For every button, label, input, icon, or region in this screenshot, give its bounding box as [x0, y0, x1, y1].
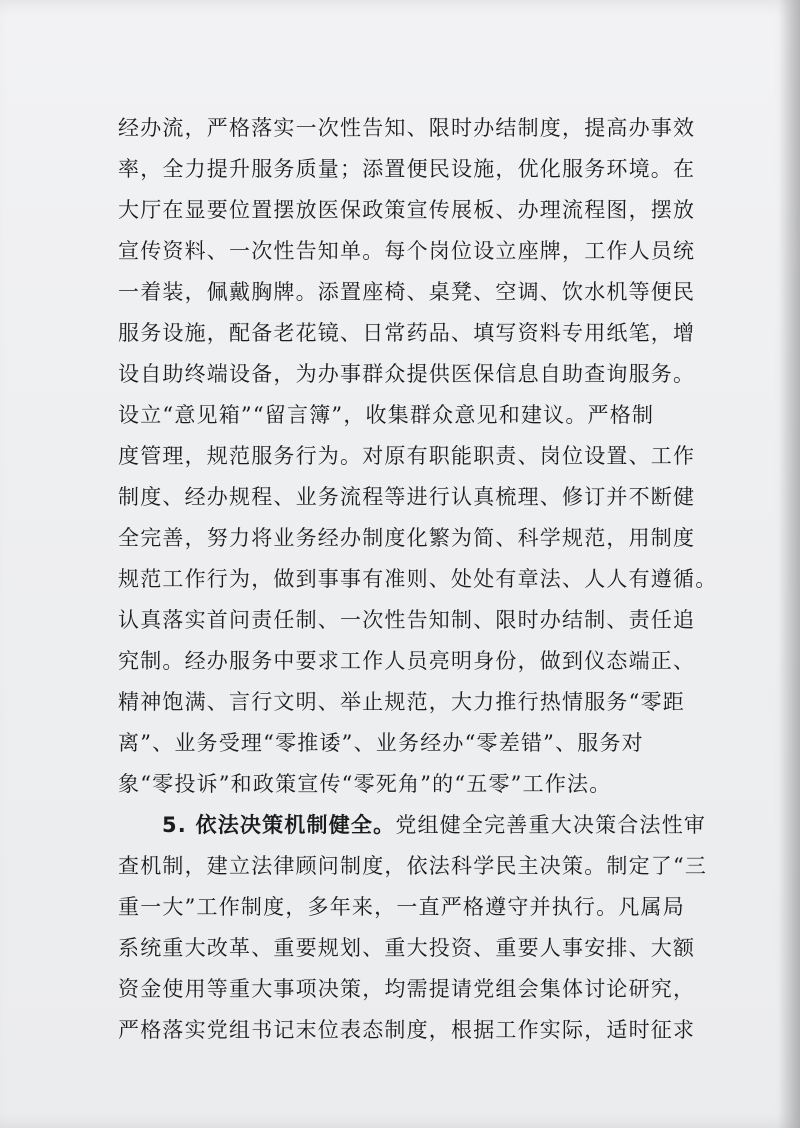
text-line: 精神饱满、言行文明、举止规范，大力推行热情服务“零距 [118, 690, 685, 714]
text-line: 一着装，佩戴胸牌。添置座椅、桌凳、空调、饮水机等便民 [118, 280, 696, 304]
text-line: 资金使用等重大事项决策，均需提请党组会集体讨论研究， [118, 977, 696, 1001]
section-5-first-line-text: 党组健全完善重大决策合法性审 [395, 813, 707, 837]
text-line: 经办流，严格落实一次性告知、限时办结制度，提高办事效 [118, 116, 696, 140]
text-line: 制度、经办规程、业务流程等进行认真梳理、修订并不断健 [118, 485, 696, 509]
text-line: 重一大”工作制度，多年来，一直严格遵守并执行。凡属局 [118, 895, 685, 919]
text-line: 认真落实首问责任制、一次性告知制、限时办结制、责任追 [118, 608, 696, 632]
body-text [118, 108, 718, 1051]
text-line: 究制。经办服务中要求工作人员亮明身份，做到仪态端正、 [118, 649, 696, 673]
text-line: 象“零投诉”和政策宣传“零死角”的“五零”工作法。 [118, 772, 612, 796]
text-line: 查机制，建立法律顾问制度，依法科学民主决策。制定了“三 [118, 854, 708, 878]
section-5-first-line [118, 805, 707, 846]
text-line: 离”、业务受理“零推诿”、业务经办“零差错”、服务对 [118, 731, 644, 755]
text-line: 服务设施，配备老花镜、日常药品、填写资料专用纸笔，增 [118, 321, 696, 345]
text-line: 全完善，努力将业务经办制度化繁为简、科学规范，用制度 [118, 526, 696, 550]
text-line: 率，全力提升服务质量；添置便民设施，优化服务环境。在 [118, 157, 696, 181]
text-line: 规范工作行为，做到事事有准则、处处有章法、人人有遵循。 [118, 567, 718, 591]
text-line: 严格落实党组书记末位表态制度，根据工作实际，适时征求 [118, 1018, 696, 1042]
text-line: 设自助终端设备，为办事群众提供医保信息自助查询服务。 [118, 362, 696, 386]
section-5-heading: 5. 依法决策机制健全。 [162, 813, 396, 837]
text-line: 度管理，规范服务行为。对原有职能职责、岗位设置、工作 [118, 444, 696, 468]
text-line: 设立“意见箱”“留言簿”，收集群众意见和建议。严格制 [118, 403, 655, 427]
text-line: 系统重大改革、重要规划、重大投资、重要人事安排、大额 [118, 936, 696, 960]
text-line: 大厅在显要位置摆放医保政策宣传展板、办理流程图，摆放 [118, 198, 696, 222]
text-line: 宣传资料、一次性告知单。每个岗位设立座牌，工作人员统 [118, 239, 696, 263]
